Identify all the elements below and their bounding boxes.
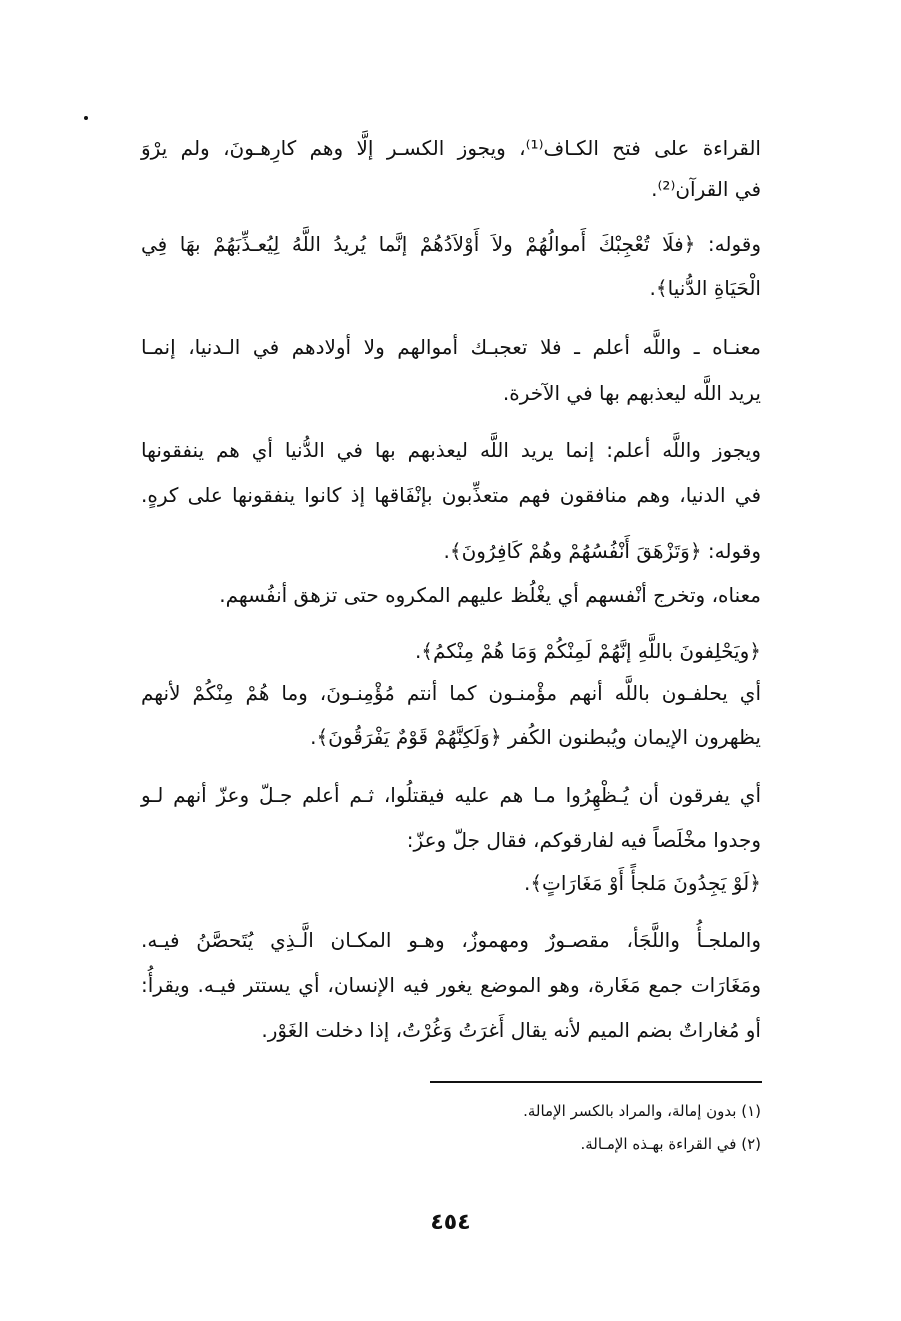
footnote-divider xyxy=(430,1081,762,1083)
body-line: وقوله: ﴿فلَا تُعْجِبْكَ أَموالُهُمْ ولاَ أَوْلاَدُهُمْ إنَّما يُريدُ اللَّهُ لِيُعـذِّبَهُمْ بهَا فِي xyxy=(141,232,761,256)
body-line: ﴿ويَحْلِفونَ باللَّهِ إنَّهُمْ لَمِنْكُمْ وَمَا هُمْ مِنْكمُ﴾. xyxy=(414,639,761,663)
footnote: (٢) في القراءة بهـذه الإمـالة. xyxy=(580,1135,761,1153)
body-line: أي يفرقون أن يُـظْهِرُوا مـا هم عليه فيقتلُوا، ثـم أعلم جـلّ وعزّ أنهم لـو xyxy=(141,783,761,807)
body-line: يظهرون الإيمان ويُبطنون الكُفر ﴿وَلَكِنَّهُمْ قَوْمٌ يَفْرَقُونَ﴾. xyxy=(310,725,761,749)
ink-speck xyxy=(84,116,88,120)
body-line: الْحَيَاةِ الدُّنيا﴾. xyxy=(649,276,761,300)
body-line: معناه، وتخرج أنْفسهم أي يغْلُظ عليهم المكروه حتى تزهق أنفُسهم. xyxy=(219,583,761,607)
body-line: ويجوز واللَّه أعلم: إنما يريد اللَّه ليعذبهم بها في الدُّنيا أي هم ينفقونها xyxy=(141,438,761,462)
body-line: القراءة على فتح الكـاف⁽¹⁾، ويجوز الكسـر إلَّا وهم كارِهـونَ، ولم يرْوَ xyxy=(141,136,761,160)
body-line: أي يحلفـون باللَّه أنهم مؤْمنـون كما أنتم مُؤْمِنـونَ، وما هُمْ مِنْكُمْ لأنهم xyxy=(141,681,761,705)
body-line: في الدنيا، وهم منافقون فهم متعذِّبون بإنْفَاقها إذ كانوا ينفقونها على كرهٍ. xyxy=(141,483,761,507)
page-number: ٤٥٤ xyxy=(430,1210,471,1235)
body-line: يريد اللَّه ليعذبهم بها في الآخرة. xyxy=(502,381,761,405)
body-line: في القرآن⁽²⁾. xyxy=(651,177,761,201)
body-line: ﴿لَوْ يَجِدُونَ مَلجأً أَوْ مَغَارَاتٍ﴾. xyxy=(523,871,761,895)
body-line: معنـاه ـ واللَّه أعلم ـ فلا تعجبـك أموالهم ولا أولادهم في الـدنيا، إنمـا xyxy=(141,335,761,359)
body-line: والملجـأُ واللَّجَأ، مقصـورٌ ومهموزٌ، وهـو المكـان الَّـذِي يُتَحصَّنُ فيـه. xyxy=(141,928,761,952)
body-line: ومَغَارَات جمع مَغَارة، وهو الموضع يغور فيه الإنسان، أي يستتر فيـه. ويقرأُ: xyxy=(141,973,761,997)
body-line: أو مُغاراتٌ بضم الميم لأنه يقال أَغرَتُ وَغُرْتُ، إذا دخلت الغَوْر. xyxy=(261,1018,761,1042)
footnote: (١) بدون إمالة، والمراد بالكسر الإمالة. xyxy=(523,1102,761,1120)
body-line: وجدوا مخْلَصاً فيه لفارقوكم، فقال جلّ وعزّ: xyxy=(406,828,761,852)
body-line: وقوله: ﴿وَتَزْهَقَ أَنْفُسُهُمْ وهُمْ كَافِرُونَ﴾. xyxy=(443,539,761,563)
